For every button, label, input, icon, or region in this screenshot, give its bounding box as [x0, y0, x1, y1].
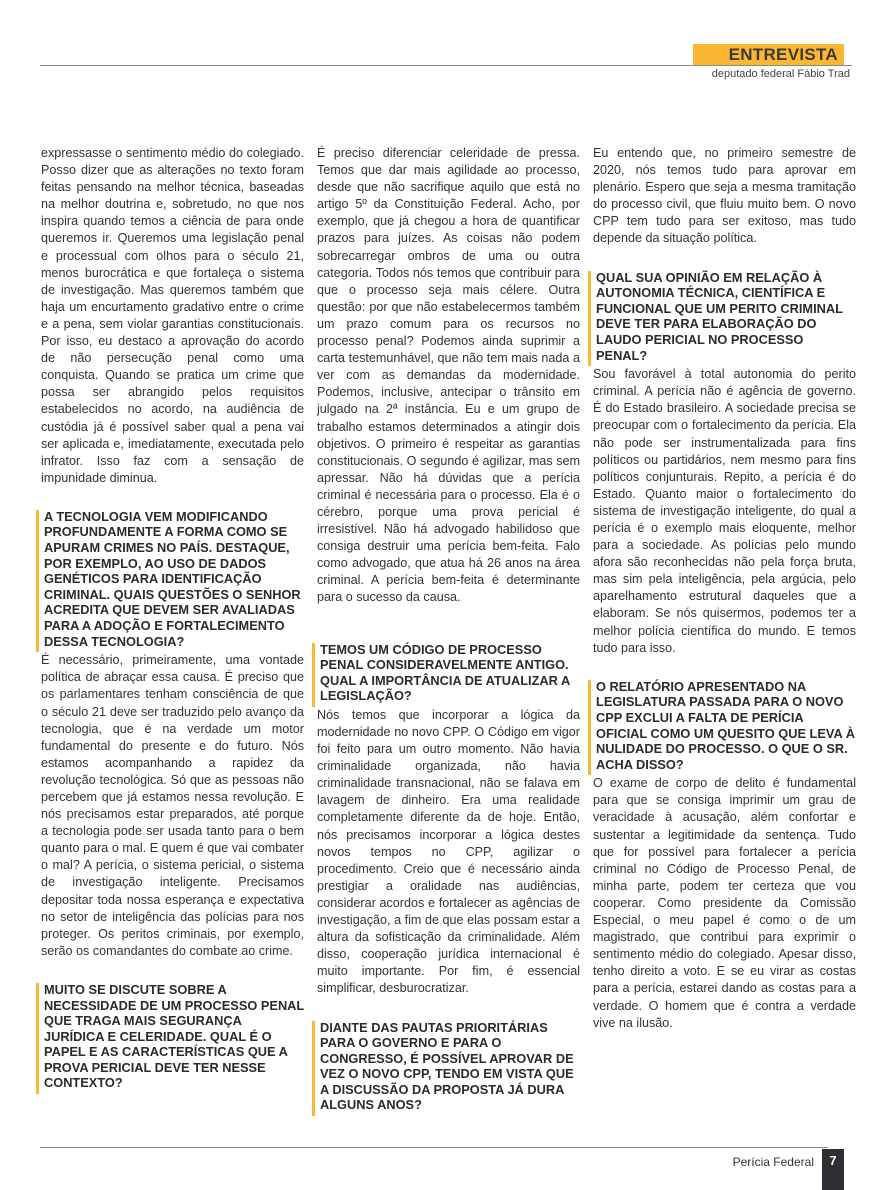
question-heading: MUITO SE DISCUTE SOBRE A NECESSIDADE DE UM PROCESSO PENAL QUE TRAGA MAIS SEGURANÇA JURÍDICA E CELERIDADE. QUAL É O PAPEL E AS CARACTERÍSTICAS QUE A PROVA PERICIAL DEVE TER NESSE CONTEXTO?: [41, 982, 304, 1091]
column-3: [593, 145, 856, 1032]
answer-paragraph: O exame de corpo de delito é fundamental para que se consiga imprimir um grau de veracidade à acusação, além confortar e sustentar a legitimidade da sentença. Tudo que for possível para fortalecer a perícia criminal no Código de Processo Penal, de minha parte, podem ter certeza que vou cooperar. Como presidente da Comissão Especial, o meu papel é como o de um magistrado, que contribui para exprimir o sentimento médio do colegiado. Apesar disso, tenho direito a voto. E se eu virar as costas para a perícia, estarei dando as costas para a verdade. O homem que é contra a verdade vive na ilusão.: [593, 776, 856, 1030]
column-1: [41, 145, 304, 1091]
answer-paragraph: Eu entendo que, no primeiro semestre de 2020, nós temos tudo para aprovar em plenário. Espero que seja a mesma tramitação do processo civil, que fluiu muito bem. O novo CPP tem tudo para ser exitoso, mas tudo depende da situação política.: [593, 146, 856, 246]
question-heading: TEMOS UM CÓDIGO DE PROCESSO PENAL CONSIDERAVELMENTE ANTIGO. QUAL A IMPORTÂNCIA DE ATUALIZAR A LEGISLAÇÃO?: [317, 642, 580, 704]
question-heading: O RELATÓRIO APRESENTADO NA LEGISLATURA PASSADA PARA O NOVO CPP EXCLUI A FALTA DE PERÍCIA OFICIAL COMO UM QUESITO QUE LEVA À NULIDADE DO PROCESSO. O QUE O SR. ACHA DISSO?: [593, 679, 856, 773]
header-divider: [40, 65, 852, 66]
answer-paragraph: expressasse o sentimento médio do colegiado. Posso dizer que as alterações no texto foram feitas pensando na melhor técnica, baseadas na melhor doutrina e, sobretudo, no que nos inspira quando temos a ciência de para onde queremos ir. Queremos uma legislação penal e processual com olhos para o século 21, menos burocrática e que fortaleça o sistema de investigação. Mas queremos também que haja um encurtamento gradativo entre o crime e a pena, sem violar garantias constitucionais. Por isso, eu destaco a aprovação do acordo de não persecução penal como uma conquista. Quando se pratica um crime que possa ser abrangido pelos requisitos estabelecidos no acordo, na audiência de custódia já é possível saber qual a pena vai ser aplicada e, imediatamente, executada pelo infrator. Isso faz com a sensação de impunidade diminua.: [41, 146, 304, 485]
publication-name: Perícia Federal: [732, 1155, 814, 1169]
answer-paragraph: É preciso diferenciar celeridade de pressa. Temos que dar mais agilidade ao processo, desde que não sacrifique aquilo que está no artigo 5º da Constituição Federal. Acho, por exemplo, que já chegou a hora de quantificar prazos para juízes. As coisas não podem sobrecarregar ombros de uma ou outra categoria. Todos nós temos que contribuir para que o processo seja mais célere. Outra questão: por que não estabelecermos também um prazo comum para os recursos no processo penal? Podemos ainda suprimir a carta testemunhável, que não tem mais nada a ver com as demandas da modernidade. Podemos, inclusive, antecipar o trânsito em julgado na 2ª instância. Eu e um grupo de trabalho estamos determinados a atingir dois objetivos. O primeiro é respeitar as garantias constitucionais. O segundo é agilizar, mas sem apressar. Não há dúvidas que a perícia criminal é necessária para o processo. Ela é o cérebro, porque uma prova pericial é irresistível. Não há advogado habilidoso que consiga destruir uma perícia bem-feita. Falo como advogado, que atua há 26 anos na área criminal. A perícia bem-feita é determinante para o sucesso da causa.: [317, 146, 580, 605]
answer-paragraph: Nós temos que incorporar a lógica da modernidade no novo CPP. O Código em vigor foi feito para um outro momento. Não havia criminalidade organizada, não havia criminalidade transnacional, não se falava em lavagem de dinheiro. Era uma realidade completamente diferente da de hoje. Então, nós precisamos incorporar a lógica destes novos tempos no CPP, agilizar o procedimento. Creio que é necessário ainda prestigiar a oralidade nas audiências, considerar acordos e fortalecer as agências de investigação, a fim de que elas possam estar a altura da sofisticação da criminalidade. Além disso, cooperação jurídica internacional é muito importante. Por fim, é essencial simplificar, desburocratizar.: [317, 707, 580, 996]
column-2: [317, 145, 580, 1113]
footer-divider: [40, 1147, 828, 1148]
section-tag: ENTREVISTA: [693, 44, 844, 65]
question-heading: QUAL SUA OPINIÃO EM RELAÇÃO À AUTONOMIA TÉCNICA, CIENTÍFICA E FUNCIONAL QUE UM PERITO CRIMINAL DEVE TER PARA ELABORAÇÃO DO LAUDO PERICIAL NO PROCESSO PENAL?: [593, 270, 856, 364]
interview-subject: deputado federal Fábio Trad: [711, 68, 850, 80]
page-number: 7: [822, 1149, 844, 1190]
answer-paragraph: É necessário, primeiramente, uma vontade política de abraçar essa causa. É preciso que os parlamentares tenham consciência de que o século 21 deve ser traduzido pelo avanço da tecnologia, que é na verdade um motor fundamental do presente e do futuro. Nós estamos acompanhando a rapidez da revolução tecnológica. Só que as pessoas não percebem que já estamos nessa revolução. E nós precisamos estar preparados, até porque a tecnologia pode ser usada tanto para o bem quanto para o mal. E quem é que vai combater o mal? A perícia, o sistema pericial, o sistema de investigação inteligente. Precisamos depositar toda nossa esperança e expectativa no setor de inteligência das polícias para nos proteger. Os peritos criminais, por exemplo, serão os comandantes do combate ao crime.: [41, 653, 304, 958]
question-heading: DIANTE DAS PAUTAS PRIORITÁRIAS PARA O GOVERNO E PARA O CONGRESSO, É POSSÍVEL APROVAR DE VEZ O NOVO CPP, TENDO EM VISTA QUE A DISCUSSÃO DA PROPOSTA JÁ DURA ALGUNS ANOS?: [317, 1020, 580, 1114]
question-heading: A TECNOLOGIA VEM MODIFICANDO PROFUNDAMENTE A FORMA COMO SE APURAM CRIMES NO PAÍS. DESTAQUE, POR EXEMPLO, AO USO DE DADOS GENÉTICOS PARA IDENTIFICAÇÃO CRIMINAL. QUAIS QUESTÕES O SENHOR ACREDITA QUE DEVEM SER AVALIADAS PARA A ADOÇÃO E FORTALECIMENTO DESSA TECNOLOGIA?: [41, 509, 304, 649]
answer-paragraph: Sou favorável à total autonomia do perito criminal. A perícia não é agência de governo. É do Estado brasileiro. A sociedade precisa se preocupar com o fortalecimento da perícia. Ela não pode ser instrumentalizada para fins políticos ou partidários, nem mesmo para fins políticos conjunturais. Repito, a perícia é do Estado. Quanto maior o fortalecimento do sistema de investigação inteligente, do qual a perícia é o exemplo mais eloquente, melhor para a sociedade. As polícias pelo mundo afora são reconhecidas não pela força bruta, mas sim pela inteligência, pela argúcia, pelo aparelhamento estrutural daqueles que a elaboram. Se nós quisermos, podemos ter a melhor polícia científica do mundo. E temos tudo para isso.: [593, 367, 856, 655]
